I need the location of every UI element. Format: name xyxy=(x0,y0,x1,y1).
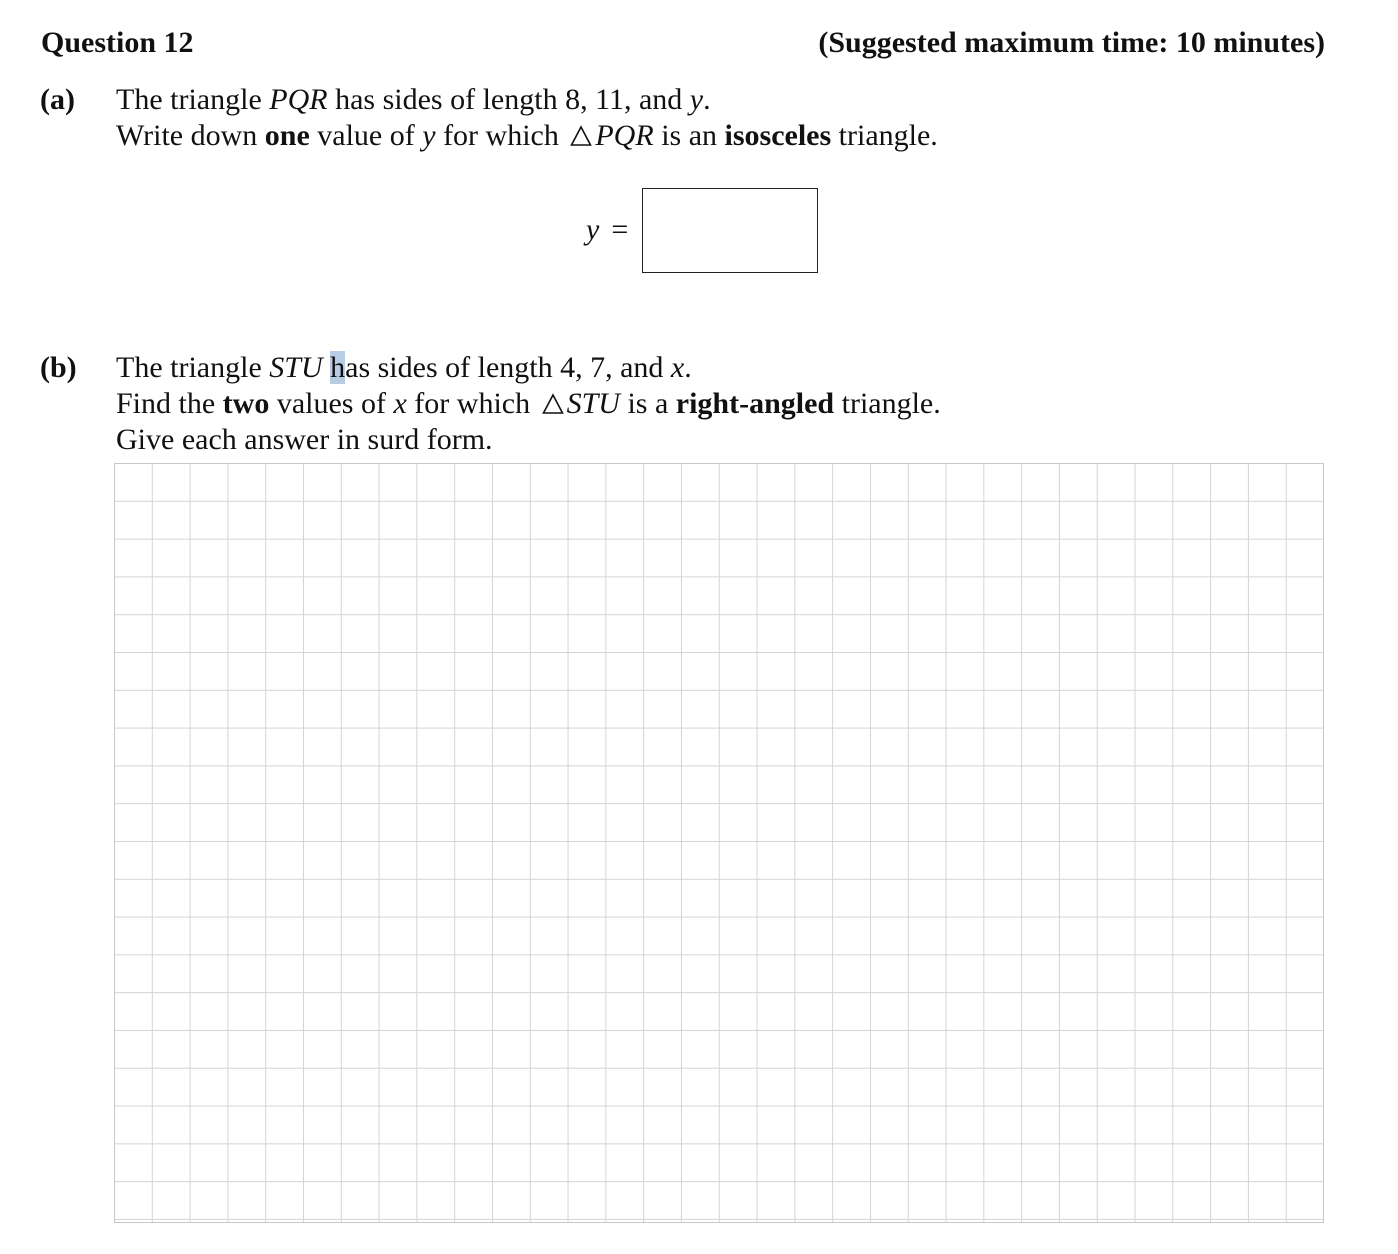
emphasis: isosceles xyxy=(724,119,832,152)
emphasis: right-angled xyxy=(675,387,835,420)
text-run: has sides of length 8, 11, and xyxy=(327,83,690,116)
text-run: values of xyxy=(269,387,394,420)
text-run: as sides of length 4, 7, and xyxy=(345,351,671,384)
equals-sign: = xyxy=(611,213,629,246)
triangle-name: STU xyxy=(269,351,323,384)
part-b-line-2 xyxy=(116,386,941,422)
question-header xyxy=(41,26,1325,66)
part-b-line-3: Give each answer in surd form. xyxy=(116,423,493,456)
text-run: for which xyxy=(406,387,538,420)
triangle-name: PQR xyxy=(269,83,328,116)
triangle-symbol-icon xyxy=(570,125,592,147)
emphasis: two xyxy=(222,387,270,420)
text-run: for which xyxy=(435,119,567,152)
part-a-label: (a) xyxy=(40,83,75,116)
answer-variable: y xyxy=(586,213,600,246)
question-title: Question 12 xyxy=(41,26,194,59)
text-run: The triangle xyxy=(116,351,270,384)
variable: x xyxy=(393,387,407,420)
text-run: Write down xyxy=(116,119,265,152)
text-run: triangle. xyxy=(834,387,941,420)
part-b-line-1 xyxy=(116,350,941,386)
part-b-label: (b) xyxy=(40,351,77,384)
variable: y xyxy=(422,119,436,152)
part-a-line-1 xyxy=(116,82,938,118)
triangle-name: STU xyxy=(566,387,620,420)
triangle-symbol-icon xyxy=(542,393,564,415)
text-run: triangle. xyxy=(831,119,938,152)
triangle-name: PQR xyxy=(595,119,654,152)
text-run: is an xyxy=(653,119,725,152)
part-a-text xyxy=(116,82,938,154)
part-b-text xyxy=(116,350,941,458)
answer-box-y[interactable] xyxy=(642,188,818,273)
text-run: . xyxy=(703,83,711,116)
text-run: . xyxy=(684,351,692,384)
working-grid[interactable] xyxy=(114,463,1324,1223)
variable: x xyxy=(670,351,685,384)
time-note: (Suggested maximum time: 10 minutes) xyxy=(818,26,1325,59)
text-run: is a xyxy=(619,387,676,420)
text-run: value of xyxy=(309,119,423,152)
variable: y xyxy=(689,83,704,116)
text-selection-highlight: h xyxy=(330,351,346,384)
answer-row-y xyxy=(586,186,818,274)
part-a-line-2 xyxy=(116,118,938,154)
emphasis: one xyxy=(264,119,310,152)
text-run: The triangle xyxy=(116,83,270,116)
text-run: Find the xyxy=(116,387,223,420)
